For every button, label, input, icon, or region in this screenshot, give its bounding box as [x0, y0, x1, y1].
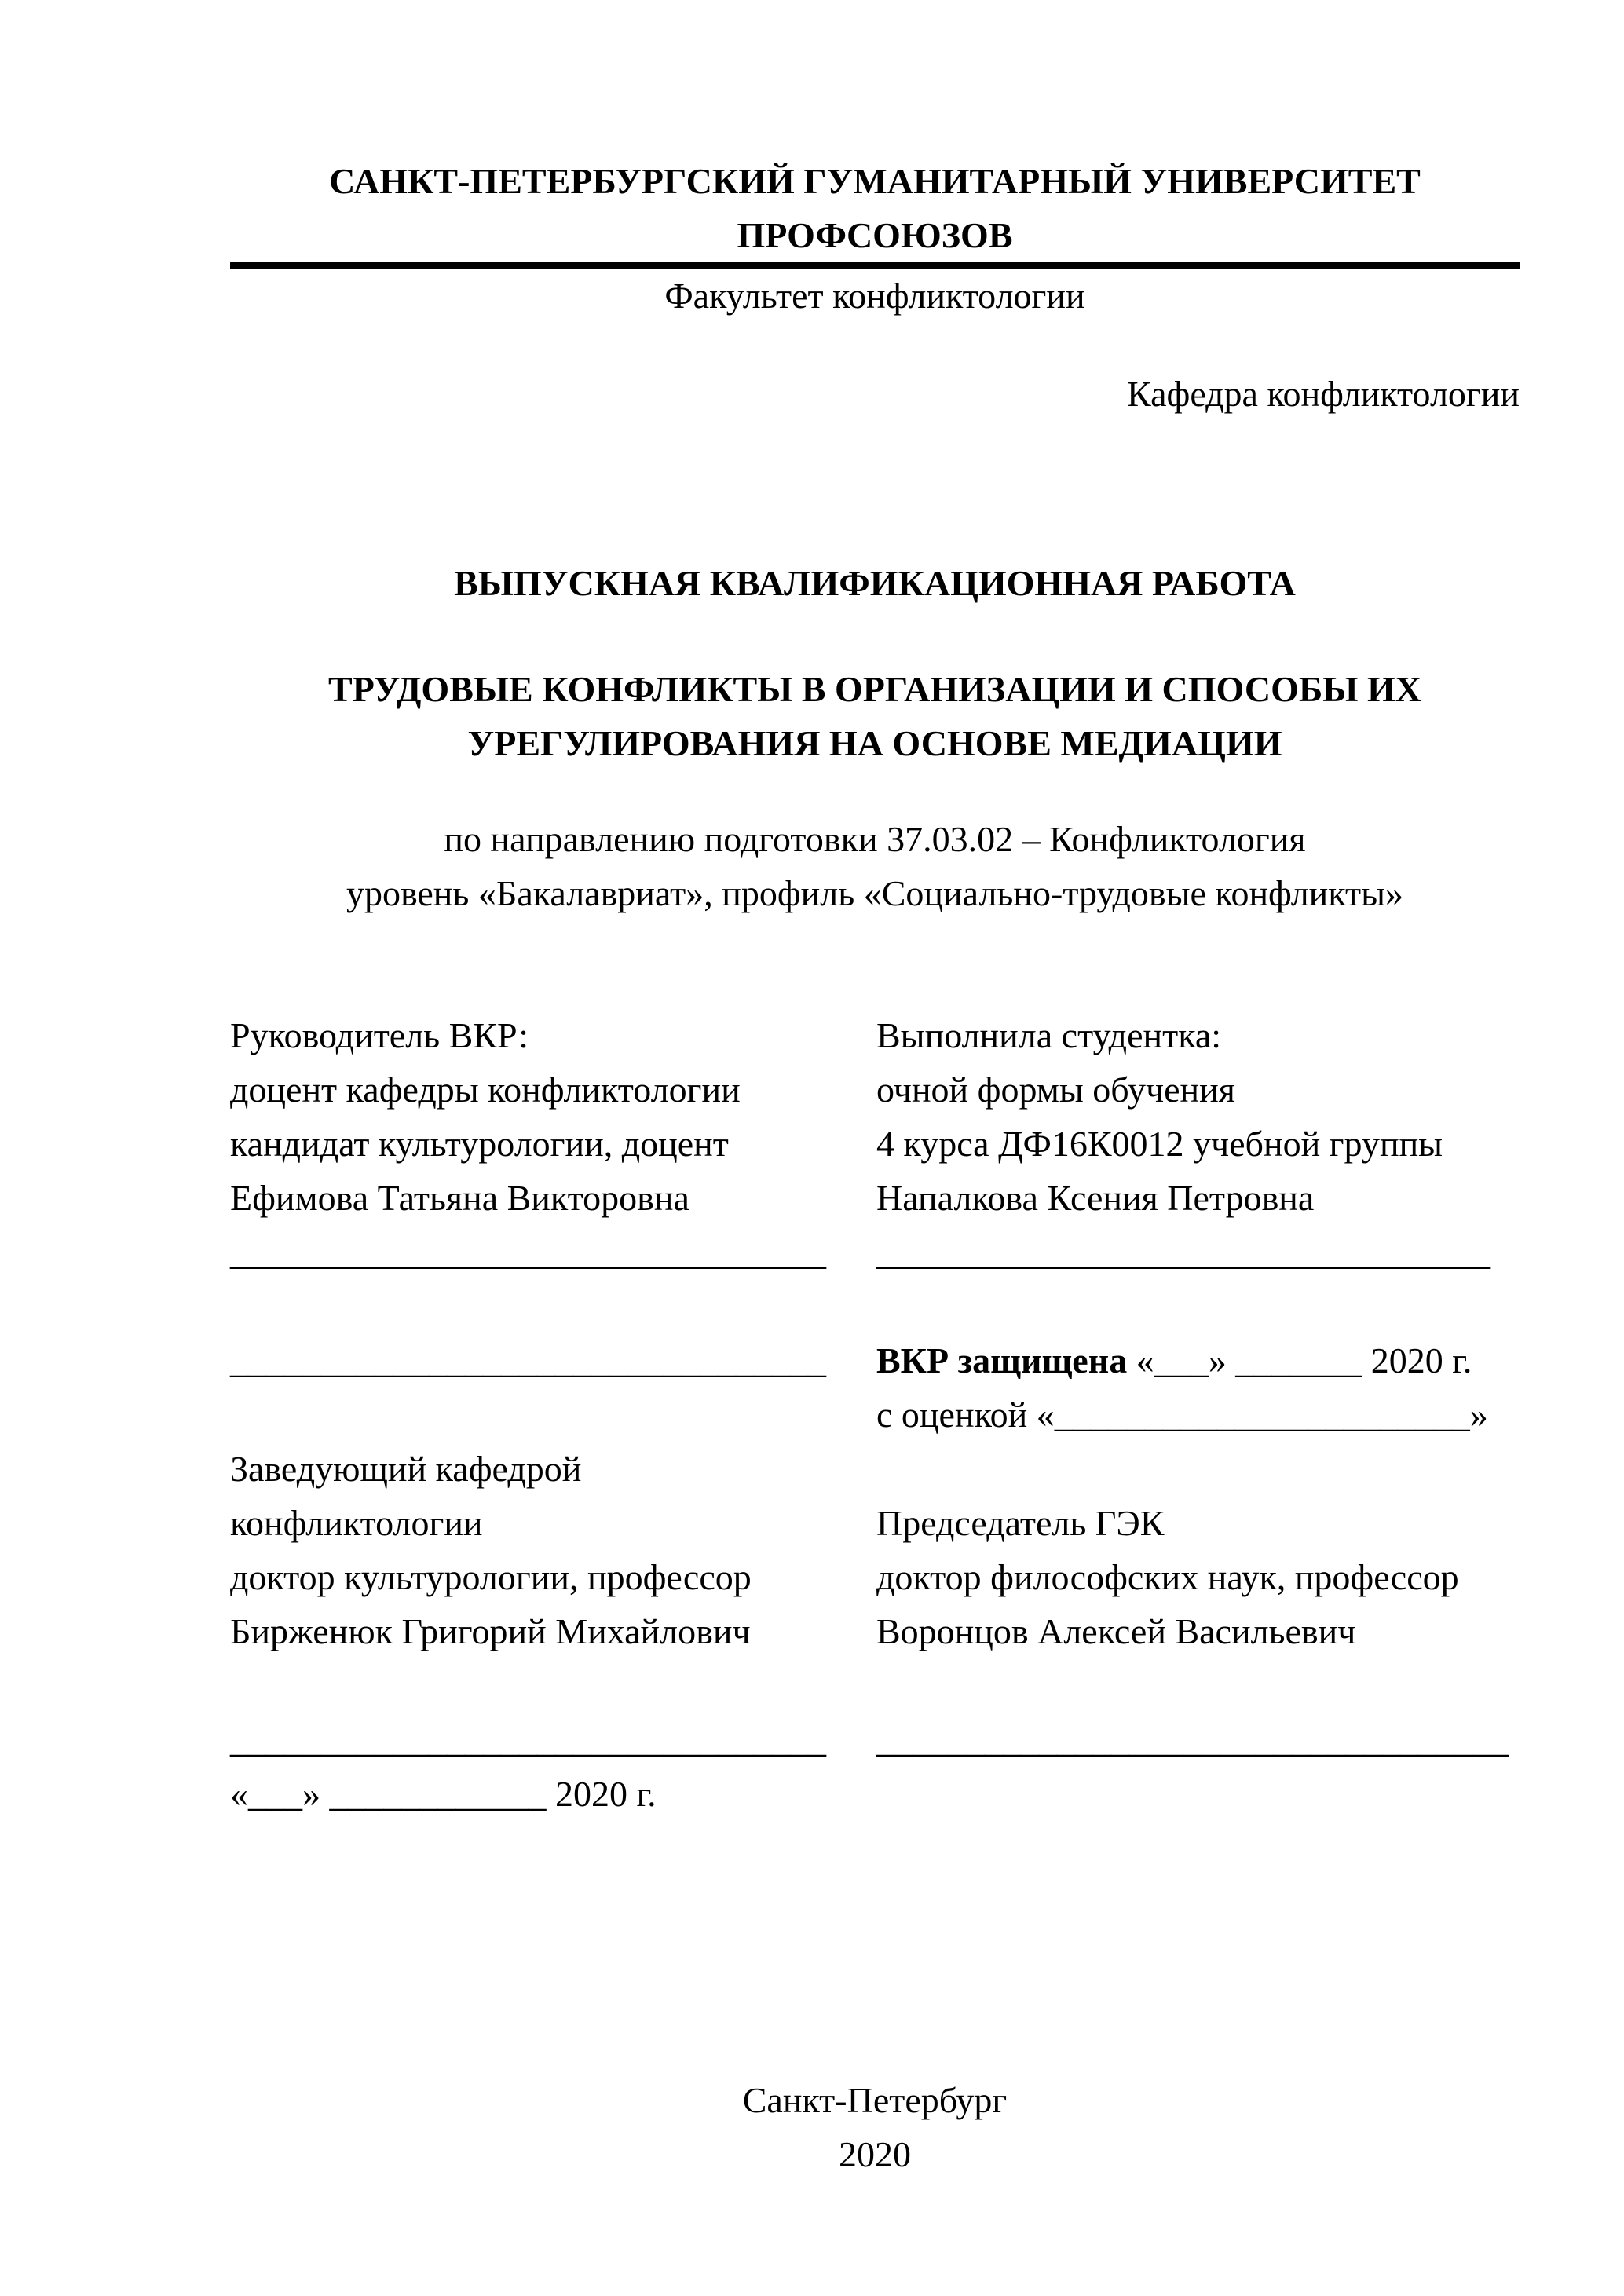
head-date-line: «___» ____________ 2020 г. — [230, 1774, 657, 1814]
work-title — [230, 662, 1520, 770]
spacer-left — [230, 1279, 876, 1333]
spacer-right-3 — [876, 1658, 1520, 1713]
work-title-line-2: УРЕГУЛИРОВАНИЯ НА ОСНОВЕ МЕДИАЦИИ — [467, 723, 1282, 763]
footer — [230, 2073, 1520, 2181]
footer-city: Санкт-Петербург — [742, 2080, 1008, 2120]
supervisor-signature-line-2: _________________________________ — [230, 1340, 826, 1380]
student-signature-line: __________________________________ — [876, 1232, 1490, 1272]
head-department: конфликтологии — [230, 1503, 483, 1543]
supervisor-signature-line: _________________________________ — [230, 1232, 826, 1272]
head-degree: доктор культурологии, профессор — [230, 1557, 752, 1597]
spacer-right-2 — [876, 1442, 1520, 1496]
student-study-form: очной формы обучения — [876, 1069, 1235, 1110]
spacer-right — [876, 1279, 1520, 1333]
chairman-role-label: Председатель ГЭК — [876, 1503, 1165, 1543]
program-direction: по направлению подготовки 37.03.02 – Конфликтология — [444, 819, 1306, 859]
head-role-label: Заведующий кафедрой — [230, 1449, 582, 1489]
supervisor-name: Ефимова Татьяна Викторовна — [230, 1178, 689, 1218]
supervisor-degree: кандидат культурологии, доцент — [230, 1124, 729, 1164]
chairman-degree: доктор философских наук, профессор — [876, 1557, 1459, 1597]
footer-year: 2020 — [839, 2134, 911, 2174]
spacer-left-2 — [230, 1387, 876, 1442]
student-group: 4 курса ДФ16К0012 учебной группы — [876, 1124, 1443, 1164]
university-name: САНКТ-ПЕТЕРБУРГСКИЙ ГУМАНИТАРНЫЙ УНИВЕРСИТЕТ ПРОФСОЮЗОВ — [230, 154, 1520, 269]
supervisor-role-label: Руководитель ВКР: — [230, 1015, 529, 1055]
chairman-name: Воронцов Алексей Васильевич — [876, 1611, 1356, 1651]
student-name: Напалкова Ксения Петровна — [876, 1178, 1315, 1218]
defense-date-blanks: «___» _______ 2020 г. — [1136, 1340, 1472, 1380]
work-title-line-1: ТРУДОВЫЕ КОНФЛИКТЫ В ОРГАНИЗАЦИИ И СПОСОБЫ ИХ — [328, 669, 1421, 709]
work-type: ВЫПУСКНАЯ КВАЛИФИКАЦИОННАЯ РАБОТА — [454, 563, 1296, 603]
faculty-name: Факультет конфликтологии — [664, 276, 1085, 316]
supervisor-position: доцент кафедры конфликтологии — [230, 1069, 741, 1110]
head-name: Бирженюк Григорий Михайлович — [230, 1611, 751, 1651]
spacer-right-4 — [876, 1767, 1520, 1821]
signature-grid — [230, 1008, 1520, 1821]
student-role-label: Выполнила студентка: — [876, 1015, 1222, 1055]
program-info — [230, 812, 1520, 920]
spacer-left-3 — [230, 1658, 876, 1713]
defense-date-label: ВКР защищена — [876, 1340, 1128, 1380]
defense-date-line — [876, 1333, 1520, 1387]
defense-grade-line: с оценкой «_______________________» — [876, 1395, 1488, 1435]
chairman-signature-line: ___________________________________ — [876, 1720, 1509, 1760]
program-level: уровень «Бакалавриат», профиль «Социально-трудовые конфликты» — [346, 873, 1404, 913]
head-signature-line: _________________________________ — [230, 1720, 826, 1760]
department-name: Кафедра конфликтологии — [1127, 374, 1520, 414]
